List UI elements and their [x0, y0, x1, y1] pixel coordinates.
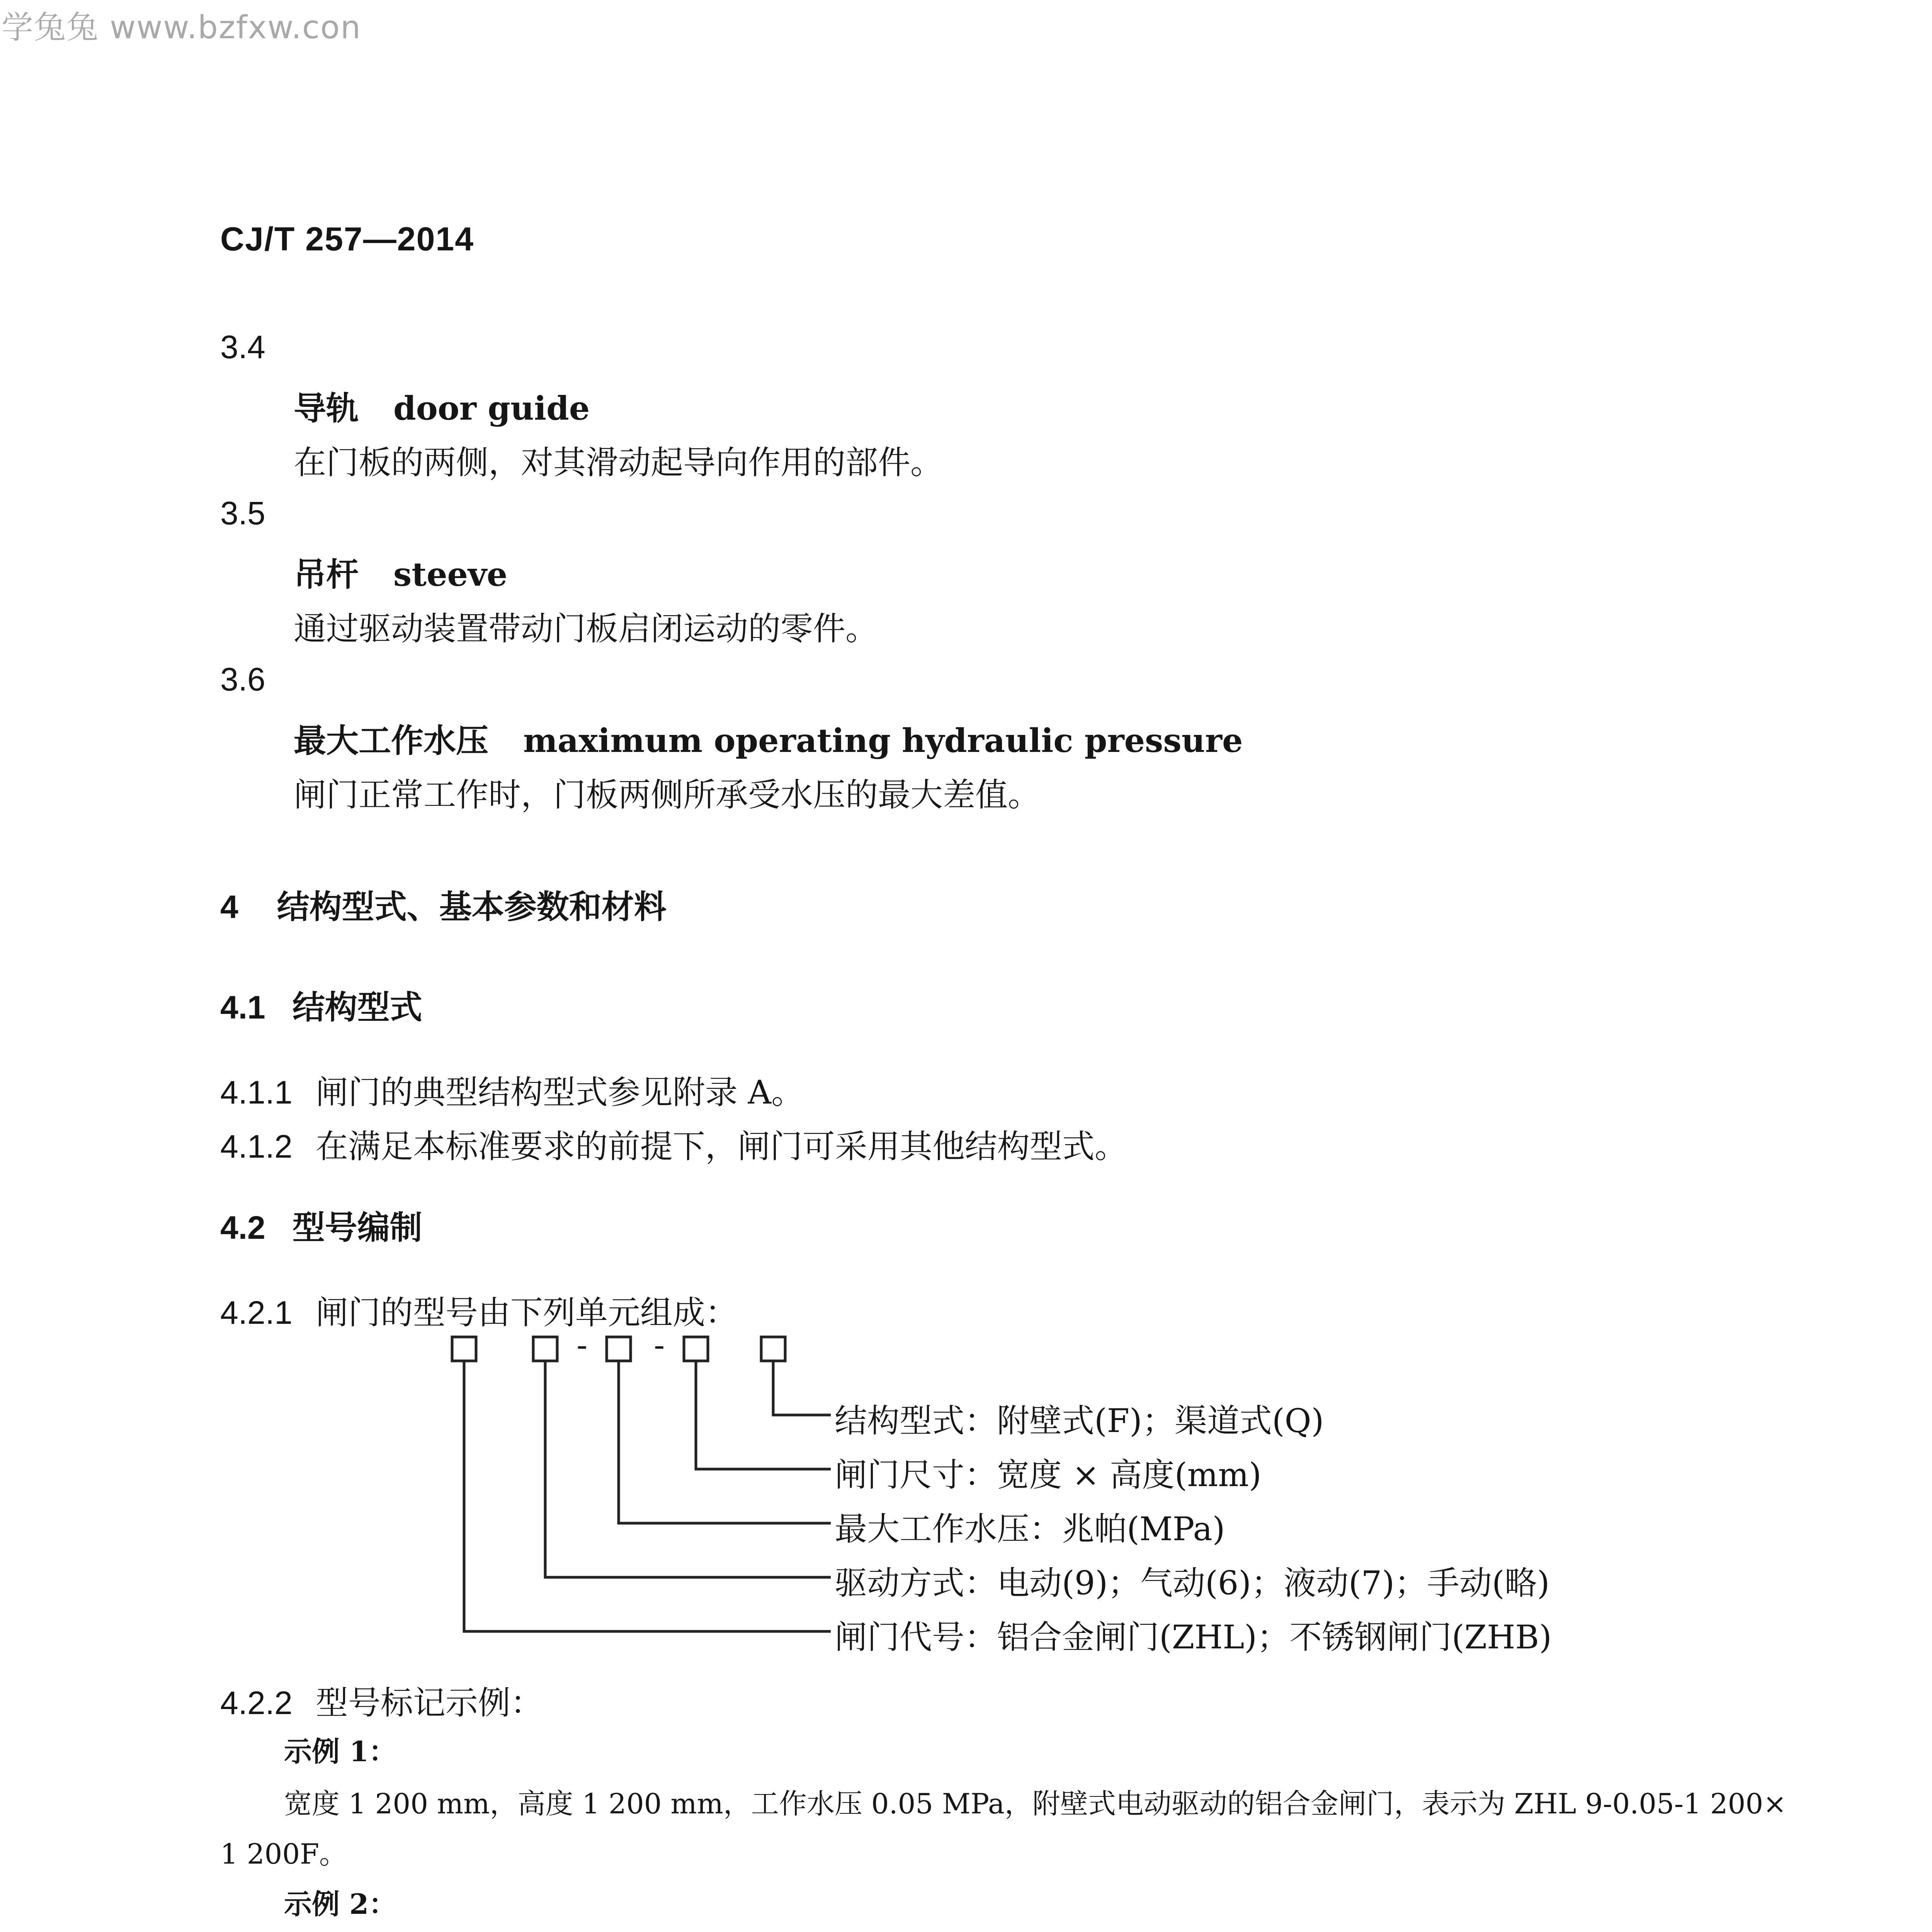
term-definition: 闸门正常工作时，门板两侧所承受水压的最大差值。: [294, 776, 1041, 814]
diagram-label: 驱动方式：电动(9)；气动(6)；液动(7)；手动(略): [835, 1564, 1550, 1602]
term-definition: 在门板的两侧，对其滑动起导向作用的部件。: [294, 444, 943, 481]
term-heading: [294, 383, 590, 429]
term-zh: 最大工作水压: [294, 721, 489, 760]
clause: 4.1.1 闸门的典型结构型式参见附录 A。: [220, 1073, 804, 1111]
diagram-label: 闸门尺寸：宽度 × 高度(mm): [835, 1456, 1262, 1494]
code-box: [761, 1337, 785, 1361]
leader-line: [619, 1361, 831, 1523]
code-dash: -: [577, 1326, 588, 1364]
diagram-label: 最大工作水压：兆帕(MPa): [835, 1510, 1225, 1548]
term-heading: [294, 549, 507, 595]
example-text: 宽度 1 200 mm，高度 1 200 mm，工作水压 0.05 MPa，附壁式电动驱动的铝合金闸门，表示为 ZHL 9-0.05-1 200×: [284, 1787, 1787, 1820]
example-text: 1 200F。: [220, 1838, 347, 1870]
clause: 4.2.2 型号标记示例：: [220, 1684, 543, 1722]
standard-code: CJ/T 257—2014: [220, 221, 474, 258]
code-box: [607, 1337, 631, 1361]
code-dash: -: [654, 1326, 665, 1364]
leader-line: [773, 1361, 831, 1415]
section-heading: 4.1 结构型式: [220, 988, 422, 1026]
clause: 4.1.2 在满足本标准要求的前提下，闸门可采用其他结构型式。: [220, 1128, 1127, 1165]
clause: 4.2.1 闸门的型号由下列单元组成：: [220, 1294, 738, 1332]
diagram-label: 结构型式：附壁式(F)；渠道式(Q): [835, 1402, 1324, 1440]
term-number: 3.5: [220, 495, 265, 531]
section-heading: 4 结构型式、基本参数和材料: [220, 888, 667, 926]
diagram-label: 闸门代号：铝合金闸门(ZHL)；不锈钢闸门(ZHB): [835, 1618, 1552, 1656]
example-label: 示例 1：: [284, 1735, 397, 1768]
code-box: [684, 1337, 708, 1361]
term-en: maximum operating hydraulic pressure: [523, 721, 1243, 760]
watermark: 学兔兔 www.bzfxw.con: [2, 9, 362, 46]
example-label: 示例 2：: [284, 1888, 397, 1920]
term-zh: 吊杆: [294, 555, 359, 594]
leader-line: [464, 1361, 831, 1631]
term-number: 3.4: [220, 329, 265, 365]
term-en: door guide: [393, 389, 590, 427]
code-box: [452, 1337, 476, 1361]
model-code-diagram: [440, 1329, 846, 1677]
term-en: steeve: [393, 555, 508, 594]
term-zh: 导轨: [294, 389, 359, 427]
term-number: 3.6: [220, 661, 265, 697]
term-heading: [294, 715, 1243, 762]
section-heading: 4.2 型号编制: [220, 1208, 422, 1247]
code-box: [533, 1337, 557, 1361]
term-definition: 通过驱动装置带动门板启闭运动的零件。: [294, 610, 878, 648]
